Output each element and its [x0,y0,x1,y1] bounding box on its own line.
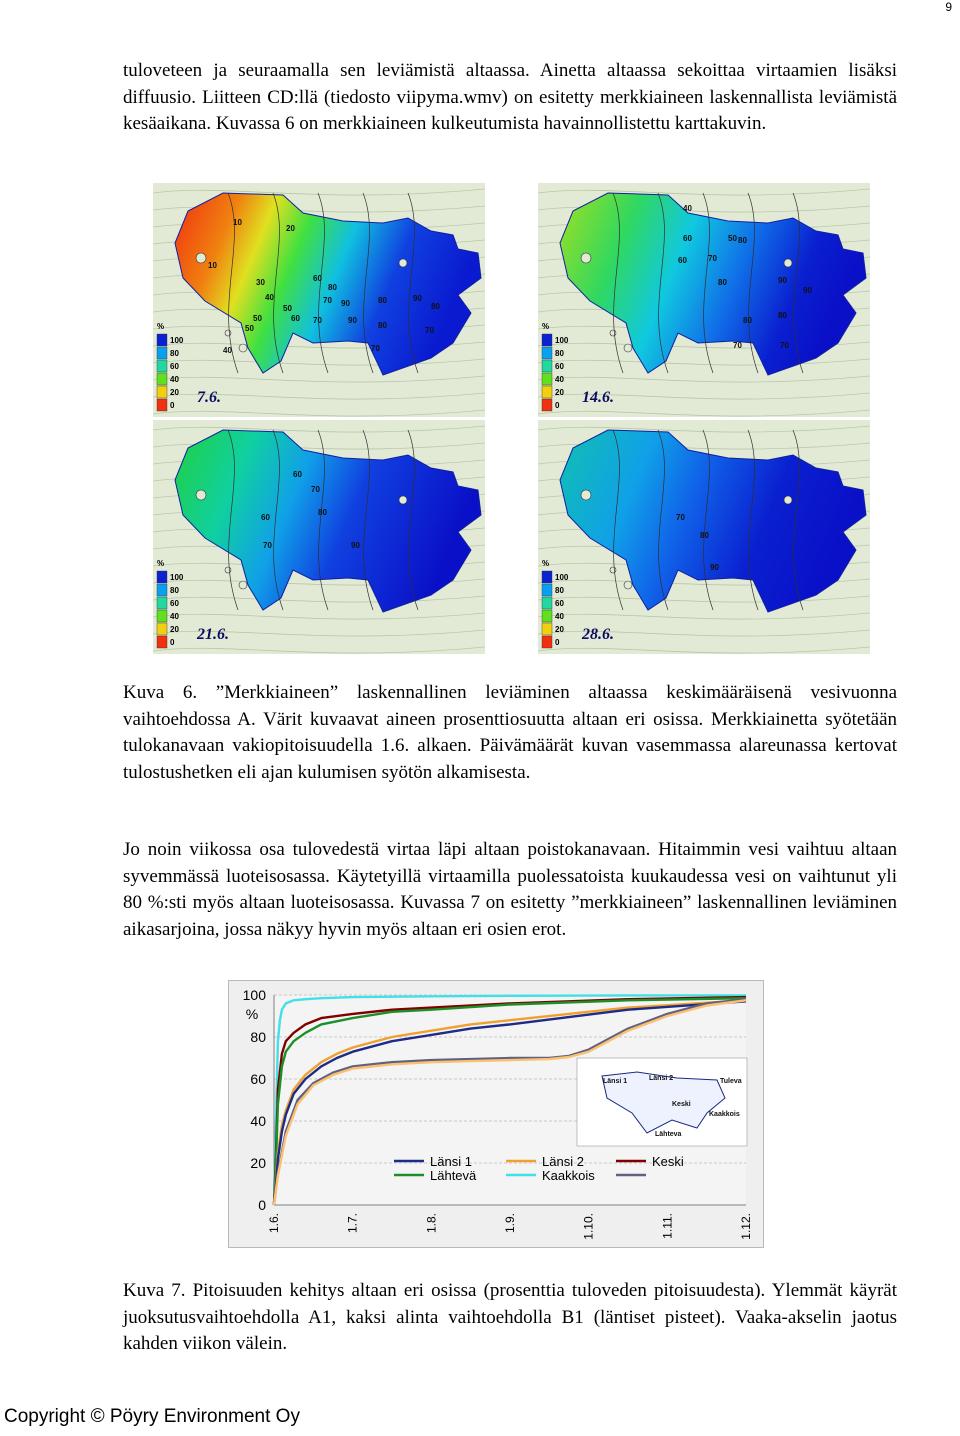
legend-swatch [542,636,552,648]
legend-swatch [542,571,552,583]
map-panel-2 [538,183,870,417]
legend-swatch [542,347,552,359]
legend-swatch [542,399,552,411]
legend-label: Länsi 2 [542,1154,584,1169]
legend-swatch [157,623,167,635]
y-axis-label: % [245,1005,259,1022]
y-tick-label: 100 [242,987,266,1003]
contour-label: 50 [283,304,292,313]
legend-swatch [157,399,167,411]
inset-label: Keski [672,1101,691,1108]
legend-swatch [157,373,167,385]
legend-swatch [542,584,552,596]
y-tick-label: 60 [250,1071,266,1087]
contour-label: 50 [253,314,262,323]
map-panel-1 [153,183,485,417]
figure-7-caption: Kuva 7. Pitoisuuden kehitys altaan eri osissa (prosenttia tuloveden pitoisuudesta). Ylemmät käyrät juoksutusvaihtoehdolla A1, kaksi alinta vaihtoehdolla B1 (läntiset pisteet). Vaaka-akselin jaotus kahden viikon välein. [123,1280,897,1354]
contour-label: 60 [678,256,687,265]
legend-value: 100 [170,573,184,582]
legend-swatch [157,636,167,648]
contour-label: 90 [351,541,360,550]
legend-value: 40 [555,375,564,384]
legend-label: Keski [652,1154,684,1169]
island [610,567,616,573]
legend-value: 0 [170,401,175,410]
x-tick-label: 1.6. [267,1213,281,1234]
legend-value: 80 [170,586,179,595]
x-tick-label: 1.11. [660,1213,675,1239]
contour-label: 80 [328,283,337,292]
contour-label: 80 [431,302,440,311]
island [624,581,632,589]
island [784,259,792,267]
legend-unit: % [542,559,550,568]
legend-value: 60 [555,599,564,608]
island [399,496,407,504]
legend-swatch [157,347,167,359]
legend-swatch [542,610,552,622]
contour-label: 40 [265,293,274,302]
y-tick-label: 20 [250,1155,266,1171]
island [581,490,591,500]
legend-swatch [157,360,167,372]
legend-swatch [542,360,552,372]
contour-label: 60 [293,470,302,479]
legend-swatch [157,386,167,398]
legend-swatch [157,610,167,622]
y-tick-label: 80 [250,1029,266,1045]
contour-label: 10 [208,261,217,270]
contour-label: 70 [733,341,742,350]
island [196,253,206,263]
map-svg [538,183,870,417]
island [610,330,616,336]
legend-value: 100 [555,573,569,582]
island [196,490,206,500]
legend-value: 80 [170,349,179,358]
map-date: 28.6. [582,626,614,643]
legend-value: 100 [555,336,569,345]
legend-value: 60 [555,362,564,371]
contour-label: 60 [313,274,322,283]
map-svg [153,420,485,654]
contour-label: 80 [778,311,787,320]
legend-swatch [157,597,167,609]
inset-label: Länsi 1 [603,1078,628,1085]
contour-label: 80 [318,508,327,517]
x-tick-label: 1.8. [424,1213,439,1234]
map-svg [538,420,870,654]
legend-swatch [542,373,552,385]
contour-label: 90 [778,276,787,285]
inset-label: Lähteva [655,1131,682,1138]
contour-label: 70 [263,541,272,550]
body-paragraph: Jo noin viikossa osa tulovedestä virtaa läpi altaan poistokanavaan. Hitaimmin vesi vaihtuu altaan syvemmässä luoteisosassa. Käytetyillä virtaamilla puolessatoista kuukaudessa vesi on vaihtunut yli 80 %:sti myös altaan luoteisosassa. Kuvassa 7 on esitetty ”merkkiaineen” laskennallinen leviäminen aikasarjoina, jossa näkyy hyvin myös altaan eri osien erot. [123,839,897,940]
island [239,344,247,352]
x-tick-label: 1.10. [581,1213,596,1240]
legend-value: 20 [555,625,564,634]
legend-value: 40 [170,375,179,384]
contour-label: 90 [348,316,357,325]
contour-label: 40 [683,204,692,213]
legend-label: Lähtevä [430,1168,477,1183]
concentration-chart [228,980,764,1248]
legend-swatch [542,334,552,346]
contour-label: 50 [245,324,254,333]
legend-label: Länsi 1 [430,1154,472,1169]
contour-label: 70 [708,254,717,263]
copyright-footer: Copyright © Pöyry Environment Oy [4,1406,300,1427]
legend-unit: % [157,322,165,331]
legend-value: 40 [555,612,564,621]
figure-6-caption: Kuva 6. ”Merkkiaineen” laskennallinen leviäminen altaassa keskimääräisenä vesivuonna vaihtoehdossa A. Värit kuvaavat aineen prosenttiosuutta altaan eri osissa. Merkkiainetta syötetään tulokanavaan vakiopitoisuudella 1.6. alkaen. Päivämäärät kuvan vasemmassa alareunassa kertovat tulostushetken eli ajan kulumisen syötön alkamisesta. [123,682,897,783]
map-date: 21.6. [197,626,229,643]
contour-label: 80 [718,278,727,287]
map-date: 14.6. [582,389,614,406]
contour-label: 70 [313,316,322,325]
legend-value: 40 [170,612,179,621]
island [784,496,792,504]
contour-label: 90 [710,563,719,572]
contour-label: 40 [223,346,232,355]
map-date: 7.6. [197,389,221,406]
legend-value: 20 [555,388,564,397]
contour-label: 90 [803,286,812,295]
contour-label: 70 [780,341,789,350]
map-panel-4 [538,420,870,654]
legend-value: 0 [555,638,560,647]
contour-label: 80 [700,531,709,540]
contour-label: 80 [743,316,752,325]
y-tick-label: 40 [250,1113,266,1129]
contour-label: 70 [311,485,320,494]
contour-label: 80 [378,296,387,305]
y-tick-label: 0 [258,1197,266,1213]
contour-label: 60 [291,314,300,323]
island [581,253,591,263]
inset-label: Kaakkois [709,1111,740,1118]
contour-label: 10 [233,218,242,227]
contour-label: 70 [323,296,332,305]
x-tick-label: 1.12. [739,1213,753,1240]
legend-value: 20 [170,388,179,397]
legend-unit: % [157,559,165,568]
contour-label: 20 [286,224,295,233]
chart-svg [229,981,763,1247]
inset-label: Länsi 2 [649,1075,674,1082]
map-panel-3 [153,420,485,654]
legend-value: 0 [555,401,560,410]
contour-label: 50 [728,234,737,243]
contour-label: 70 [371,344,380,353]
island [624,344,632,352]
contour-label: 70 [425,326,434,335]
contour-label: 70 [676,513,685,522]
contour-label: 90 [413,294,422,303]
legend-value: 0 [170,638,175,647]
legend-value: 80 [555,586,564,595]
island [225,330,231,336]
contour-label: 60 [261,513,270,522]
island [225,567,231,573]
contour-label: 80 [738,236,747,245]
legend-swatch [542,386,552,398]
legend-swatch [157,334,167,346]
island [399,259,407,267]
legend-label: Kaakkois [542,1168,595,1183]
legend-value: 20 [170,625,179,634]
map-svg [153,183,485,417]
legend-unit: % [542,322,550,331]
legend-swatch [157,584,167,596]
island [239,581,247,589]
contour-label: 30 [256,278,265,287]
legend-swatch [542,623,552,635]
legend-swatch [157,571,167,583]
contour-label: 90 [341,299,350,308]
legend-value: 60 [170,362,179,371]
contour-label: 80 [378,321,387,330]
page-number: 9 [945,0,952,14]
legend-swatch [542,597,552,609]
inset-label: Tuleva [720,1078,742,1085]
contour-label: 60 [683,234,692,243]
x-tick-label: 1.9. [503,1213,517,1234]
x-tick-label: 1.7. [345,1213,360,1234]
legend-value: 100 [170,336,184,345]
legend-value: 60 [170,599,179,608]
intro-paragraph: tuloveteen ja seuraamalla sen leviämistä altaassa. Ainetta altaassa sekoittaa virtaamien lisäksi diffuusio. Liitteen CD:llä (tiedosto viipyma.wmv) on esitetty merkkiaineen laskennallista leviämistä kesäaikana. Kuvassa 6 on merkkiaineen kulkeutumista havainnollistettu karttakuvin. [123,60,897,134]
legend-value: 80 [555,349,564,358]
